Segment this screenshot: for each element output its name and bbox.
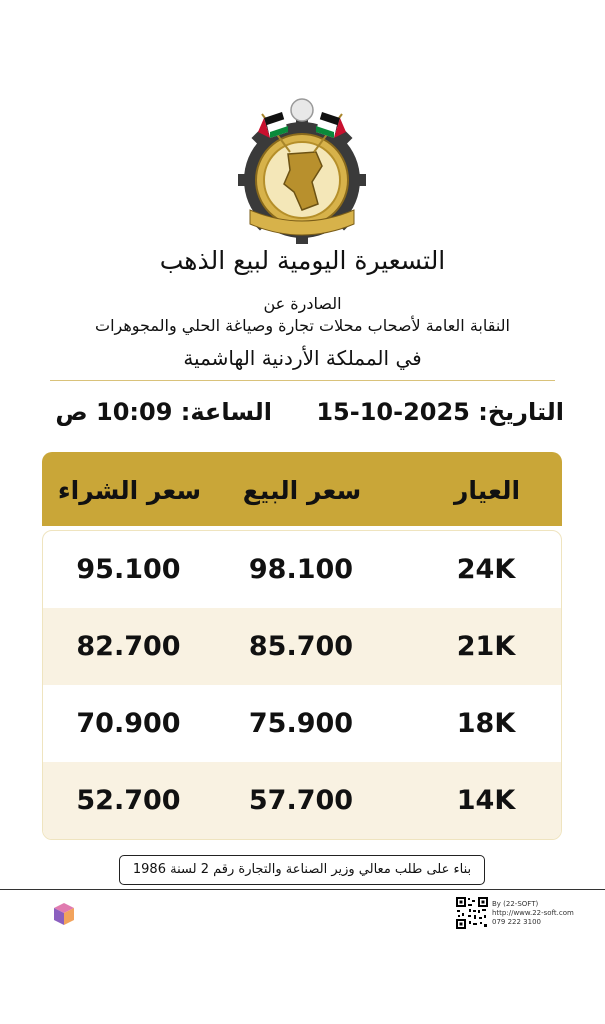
buy-price-cell: 82.700	[76, 631, 181, 662]
qr-code-icon[interactable]	[455, 896, 489, 930]
credits-phone: 079 222 3100	[492, 918, 541, 926]
union-emblem-logo	[232, 92, 372, 252]
table-header	[42, 452, 562, 526]
header-sell-price: سعر البيع	[242, 476, 362, 505]
kingdom-name: في المملكة الأردنية الهاشمية	[183, 346, 422, 370]
divider	[50, 380, 555, 381]
price-table	[42, 452, 562, 840]
karat-cell: 18K	[456, 708, 516, 739]
header-buy-price: سعر الشراء	[57, 476, 202, 505]
table-row	[43, 762, 561, 839]
page-title: التسعيرة اليومية لبيع الذهب	[159, 246, 446, 275]
date-info	[316, 398, 564, 426]
table-row	[43, 531, 561, 608]
cube-logo-icon	[53, 902, 75, 926]
time-value: 10:09 ص	[55, 398, 173, 426]
buy-price-cell: 95.100	[76, 554, 181, 585]
karat-cell: 21K	[456, 631, 516, 662]
credits-by: By (22-SOFT)	[492, 900, 539, 908]
date-value: 15-10-2025	[316, 398, 470, 426]
union-name: النقابة العامة لأصحاب محلات تجارة وصياغة الحلي والمجوهرات	[95, 316, 510, 335]
time-info	[55, 398, 272, 426]
date-label: التاريخ:	[478, 398, 564, 426]
decree-note: بناء على طلب معالي وزير الصناعة والتجارة رقم 2 لسنة 1986	[119, 855, 485, 885]
table-row	[43, 608, 561, 685]
buy-price-cell: 70.900	[76, 708, 181, 739]
issued-by-label: الصادرة عن	[263, 294, 342, 313]
header-karat: العيار	[453, 476, 521, 505]
sell-price-cell: 57.700	[248, 785, 354, 816]
sell-price-cell: 85.700	[248, 631, 354, 662]
time-label: الساعة:	[180, 398, 272, 426]
footer-divider	[0, 889, 605, 890]
date-time-row	[42, 398, 564, 438]
karat-cell: 14K	[456, 785, 516, 816]
sell-price-cell: 98.100	[248, 554, 354, 585]
table-row	[43, 685, 561, 762]
sell-price-cell: 75.900	[248, 708, 354, 739]
buy-price-cell: 52.700	[76, 785, 181, 816]
developer-credits	[492, 900, 574, 927]
table-body	[42, 530, 562, 840]
karat-cell: 24K	[456, 554, 516, 585]
credits-url[interactable]: http://www.22-soft.com	[492, 909, 574, 917]
